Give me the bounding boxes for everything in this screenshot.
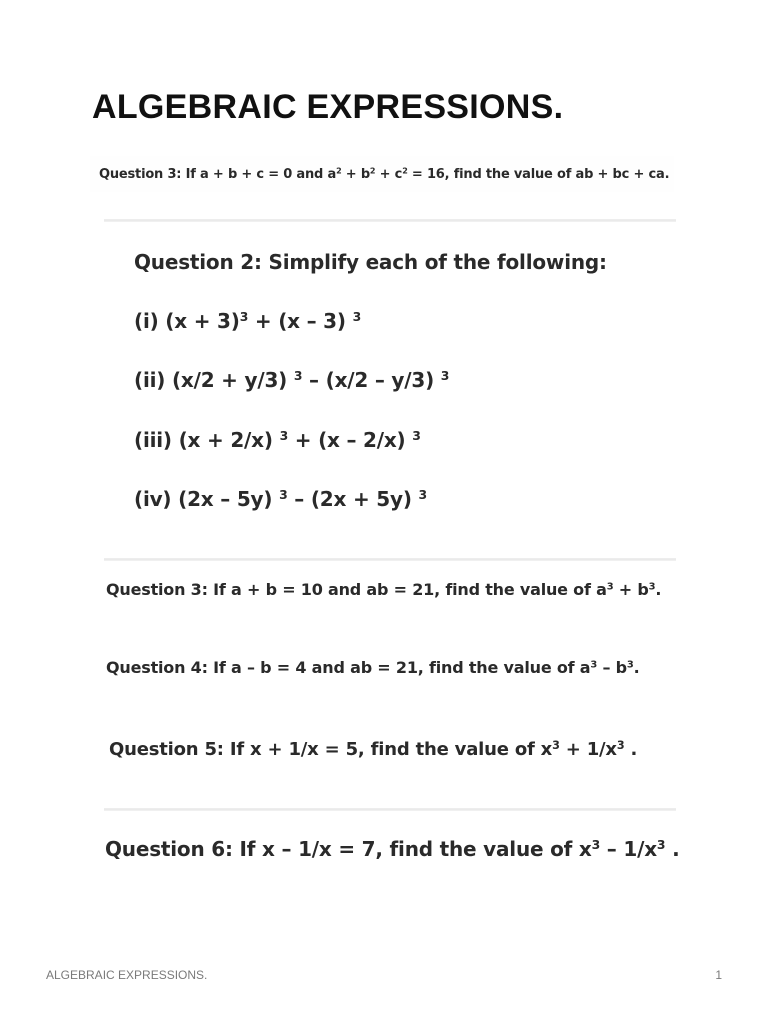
question-2-item-i: (i) $(x + 3)^3 + (x - 3)$ $^3$: [134, 309, 362, 333]
question-2-heading: Question 2: Simplify each of the following:: [134, 250, 607, 274]
divider: [104, 558, 676, 561]
page-title: ALGEBRAIC EXPRESSIONS.: [92, 88, 564, 126]
question-4: Question 4: If a – b = 4 and ab = 21, find the value of $a^3 - b^3$.: [106, 658, 640, 677]
question-5: Question 5: If x + 1/x = 5, find the value of $x^3 + 1/x^3$ .: [109, 738, 638, 760]
divider: [104, 219, 676, 222]
divider: [104, 808, 676, 811]
question-2-item-ii: (ii) (x/2 + y/3) $^3$ – (x/2 – y/3) $^3$: [134, 368, 450, 392]
question-6: Question 6: If x – 1/x = 7, find the value of $x^3 - 1/x^3$ .: [105, 837, 680, 861]
question-3-abc: Question 3: If a + b + c = 0 and $a^2 + b^2 + c^2 = 16$, find the value of ab + bc + ca.: [99, 166, 670, 182]
page-number: 1: [715, 968, 722, 982]
question-2-item-iv: (iv) (2x – 5y) $^3$ – (2x + 5y) $^3$: [134, 487, 427, 511]
question-3: Question 3: If a + b = 10 and ab = 21, find the value of $a^3 + b^3$.: [106, 580, 662, 599]
question-2-item-iii: (iii) (x + 2/x) $^3$ + (x – 2/x) $^3$: [134, 428, 421, 452]
footer-title: ALGEBRAIC EXPRESSIONS.: [46, 968, 208, 982]
